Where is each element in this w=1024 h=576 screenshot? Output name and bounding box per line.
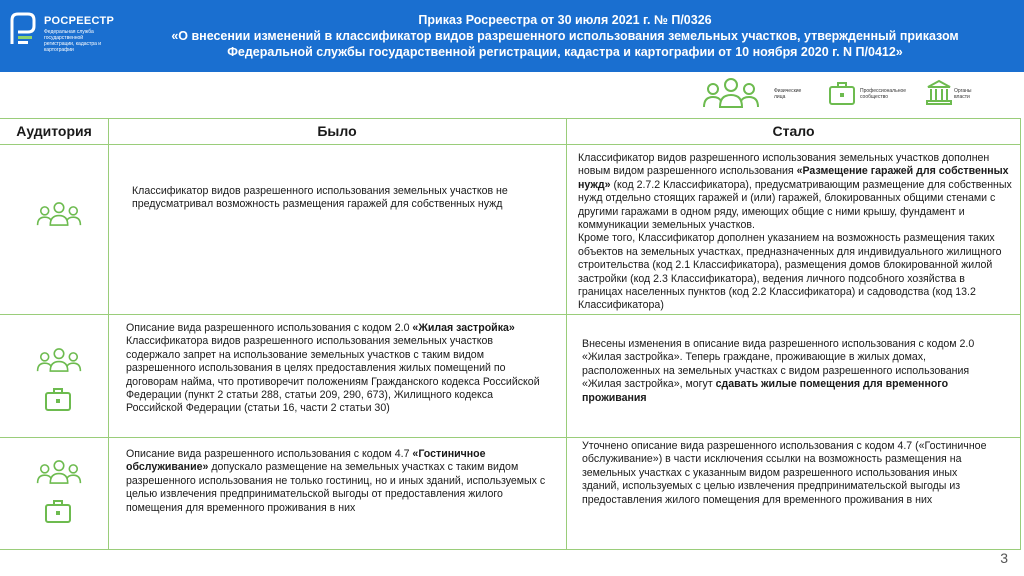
title-line: Федеральной службы государственной регистрации, кадастра и картографии от 10 ноября 2020 г. N П/0412» xyxy=(227,45,903,59)
table-divider xyxy=(0,144,1021,145)
legend-label: лица xyxy=(774,94,786,100)
logo-name: РОСРЕЕСТР xyxy=(44,15,115,27)
page-title xyxy=(110,12,1020,60)
legend-item-authorities xyxy=(926,74,1016,114)
text-run: Кроме того, Классификатор дополнен указанием на возможность размещения таких объектов на земельных участках, предназначенных для индивидуального жилищного строительства (код 2.1 Классификатора), размещения домов блокированной жилой застройки (код 2.3 Классификатора), ведения личного подсобного хозяйства в границах населенных пунктов (код 2.2 Классификатора) и садоводства (код 13.2 Классификатора) xyxy=(578,232,1002,312)
text-run: (код 2.7.2 Классификатора), предусматривающим размещение для собственных нужд отдельно стоящих гаражей и (или) гаражей, блокированных общими стенами с другими гаражами в одном ряду, имеющих общие с ними крышу, фундамент и коммуникации земельных участков. xyxy=(578,178,1012,232)
people-icon xyxy=(702,76,760,110)
column-header-before: Было xyxy=(317,123,357,139)
legend-label: Органы xyxy=(954,88,972,94)
legend-label: власти xyxy=(954,94,970,100)
people-icon xyxy=(36,458,82,486)
text-run: Описание вида разрешенного использования с кодом 2.0 xyxy=(126,322,413,334)
rosreestr-emblem-icon xyxy=(8,10,38,48)
rosreestr-logo xyxy=(6,6,124,66)
bold-text: сдавать жилые помещения для временного проживания xyxy=(582,378,949,404)
legend-label: Профессиональное xyxy=(860,88,907,94)
briefcase-icon xyxy=(44,386,72,412)
legend-label: Физические xyxy=(774,88,802,94)
bold-text: «Жилая застройка» xyxy=(412,322,515,334)
title-line: «О внесении изменений в классификатор видов разрешенного использования земельных участков, утвержденный приказом xyxy=(171,29,959,43)
bold-text: «Гостиничное обслуживание» xyxy=(126,448,486,474)
page-number: 3 xyxy=(1000,550,1008,566)
after-cell xyxy=(582,440,996,507)
text-run: Внесены изменения в описание вида разрешенного использования с кодом 2.0 «Жилая застройка». Теперь граждане, проживающие в жилых домах, расположенных на земельных участках с видом разрешенного использования «Жилая застройка», могут xyxy=(582,338,975,391)
title-line: Приказ Росреестра от 30 июля 2021 г. № П/0326 xyxy=(418,13,712,27)
text-run: Классификатор видов разрешенного использования земельных участков дополнен новым видом разрешенного использования xyxy=(578,152,990,178)
legend-item-professionals xyxy=(828,74,928,114)
legend-item-individuals xyxy=(702,74,822,114)
before-cell xyxy=(126,322,550,416)
column-header-audience: Аудитория xyxy=(16,123,92,139)
table-divider xyxy=(0,437,1021,438)
table-divider xyxy=(566,118,567,550)
table-divider xyxy=(0,314,1021,315)
legend-label: сообщество xyxy=(860,94,888,100)
bold-text: «Размещение гаражей для собственных нужд» xyxy=(578,165,1009,191)
before-cell xyxy=(126,448,550,515)
people-icon xyxy=(36,346,82,374)
text-run: Классификатор видов разрешенного использования земельных участков не предусматривал возможность размещения гаражей для собственных нужд xyxy=(132,185,508,211)
text-run: допускало размещение на земельных участках с таким видом разрешенного использования не только гостиниц, но и иных зданий, используемых с целью извлечения предпринимательской выгоды от предоставления жилого помещения для временного проживания в них xyxy=(126,461,546,514)
briefcase-icon xyxy=(44,498,72,524)
text-run: Описание вида разрешенного использования с кодом 4.7 xyxy=(126,448,413,460)
header-bar xyxy=(0,0,1024,72)
logo-subtitle: Федеральная служба государственной регистрации, кадастра и картографии xyxy=(44,29,102,53)
text-run: Классификатора видов разрешенного использования земельных участков содержало запрет на использование земельных участков с таким видом разрешенного использования в целях предоставления жилых помещений по договорам найма, что противоречит положениям Гражданского кодекса Российской Федерации (пункт 2 статьи 288, статьи 209, 290, 673), Жилищного кодекса Российской Федерации (статьи 16, части 2 статьи 30) xyxy=(126,335,540,415)
people-icon xyxy=(36,200,82,228)
before-cell xyxy=(132,185,542,212)
government-building-icon xyxy=(926,78,952,106)
after-cell xyxy=(578,152,1012,313)
after-cell xyxy=(582,338,996,405)
column-header-after: Стало xyxy=(772,123,815,139)
table-divider xyxy=(108,118,109,550)
text-run: Уточнено описание вида разрешенного использования с кодом 4.7 («Гостиничное обслуживание») в части исключения ссылки на возможность размещения на земельных участках с указанным видом разрешенного использования иных зданий, используемых с целью извлечения предпринимательской выгоды из предоставления жилого помещения для временного проживания в них xyxy=(582,440,987,506)
briefcase-icon xyxy=(828,80,856,106)
